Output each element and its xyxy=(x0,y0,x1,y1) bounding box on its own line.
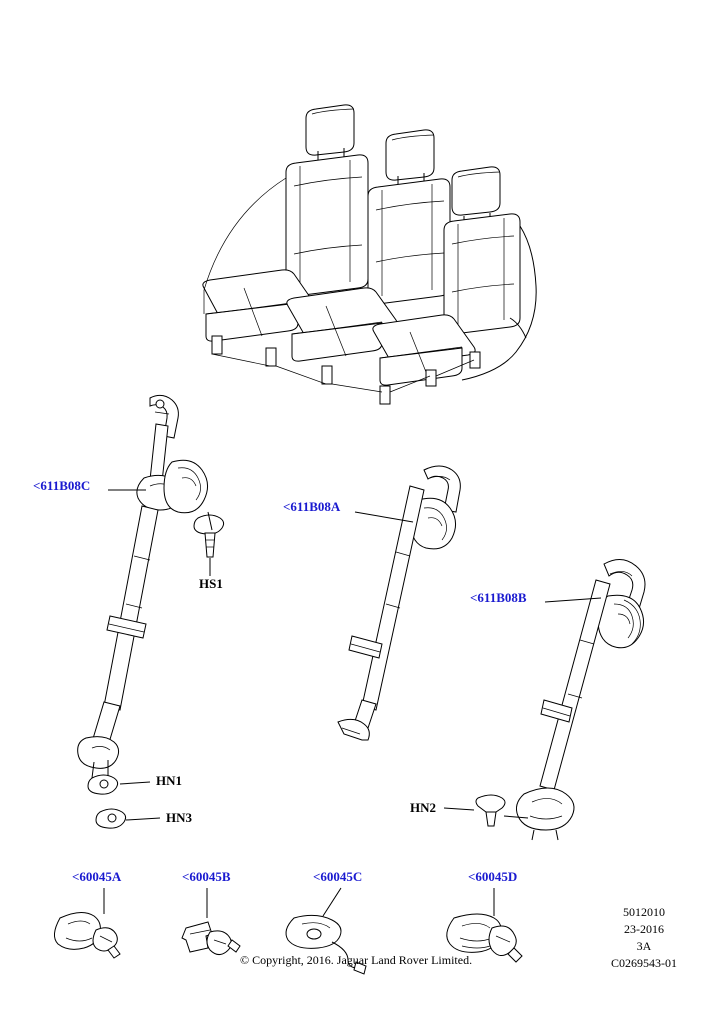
label-60045D: <60045D xyxy=(468,869,518,884)
copyright-notice: © Copyright, 2016. Jaguar Land Rover Limited. xyxy=(240,953,473,967)
label-HN3: HN3 xyxy=(166,810,192,825)
belt-assembly-611B08C xyxy=(78,395,208,778)
nut-HN2 xyxy=(476,795,505,826)
belt-assembly-611B08B xyxy=(516,559,645,840)
label-60045A: <60045A xyxy=(72,869,122,884)
label-HS1: HS1 xyxy=(199,576,223,591)
label-611B08C: <611B08C xyxy=(33,478,91,493)
label-60045B: <60045B xyxy=(182,869,231,884)
label-60045C: <60045C xyxy=(313,869,363,884)
rear-seat-illustration xyxy=(203,105,536,404)
meta-line-4: C0269543-01 xyxy=(611,956,677,970)
label-611B08B: <611B08B xyxy=(470,590,527,605)
belt-assembly-611B08A xyxy=(338,466,460,740)
component-60045B xyxy=(182,922,240,955)
bolt-HS1 xyxy=(194,515,224,557)
label-HN1: HN1 xyxy=(156,773,182,788)
label-HN2: HN2 xyxy=(410,800,436,815)
meta-line-1: 5012010 xyxy=(623,905,665,919)
meta-line-3: 3A xyxy=(636,939,652,953)
leader-HN1 xyxy=(120,782,150,784)
label-611B08A: <611B08A xyxy=(283,499,341,514)
nut-HN3 xyxy=(96,809,126,828)
leader-60045C xyxy=(323,888,341,916)
leader-HN3 xyxy=(126,818,160,820)
meta-line-2: 23-2016 xyxy=(624,922,664,936)
nut-HN1 xyxy=(88,775,118,794)
component-60045A xyxy=(54,912,120,958)
leader-HN2 xyxy=(444,808,474,810)
